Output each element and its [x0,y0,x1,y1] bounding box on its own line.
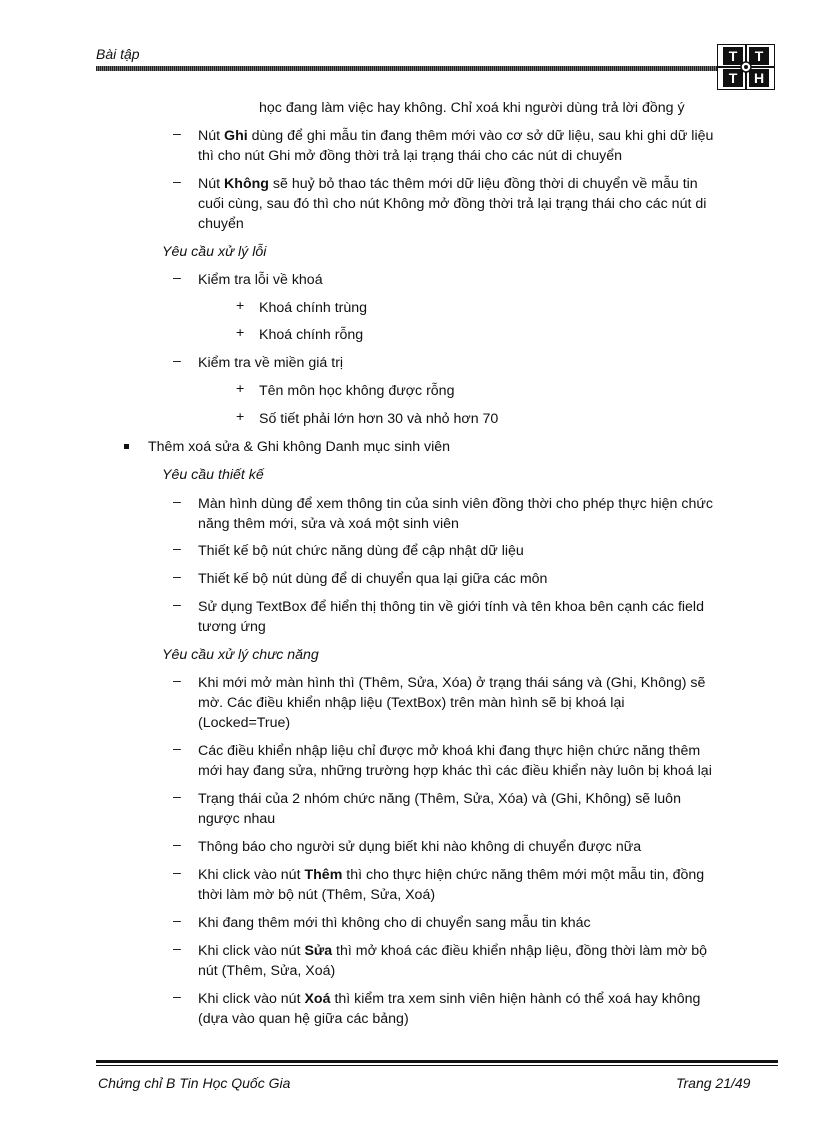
design-1-line1: Màn hình dùng để xem thông tin của sinh viên đồng thời cho phép thực hiện chức [198,496,713,512]
func-7-line1: Khi click vào nút Sửa thì mở khoá các điều khiển nhập liệu, đồng thời làm mờ bộ [198,943,708,959]
design-3: Thiết kế bộ nút dùng để di chuyển qua lại giữa các môn [198,571,548,587]
dash-marker: – [173,741,181,757]
func-3-line1: Trạng thái của 2 nhóm chức năng (Thêm, Sửa, Xóa) và (Ghi, Không) sẽ luôn [198,791,681,807]
btn-ghi-line2: thì cho nút Ghi mở đồng thời trả lại trạng thái cho các nút di chuyển [198,148,622,164]
footer-rule [96,1060,778,1063]
func-7-line2: nút (Thêm, Sửa, Xoá) [198,963,336,979]
page-number: Trang 21/49 [676,1075,751,1091]
func-2-line2: mới hay đang sửa, những trường hợp khác thì các điều khiển này luôn bị khoá lại [198,763,712,779]
dash-marker: – [173,541,181,557]
func-2-line1: Các điều khiển nhập liệu chỉ được mở khoá khi đang thực hiện chức năng thêm [198,743,701,759]
header-title: Bài tập [96,46,140,62]
dash-marker: – [173,270,181,286]
btn-ghi-line1: Nút Ghi dùng để ghi mẫu tin đang thêm mới vào cơ sở dữ liệu, sau khi ghi dữ liệu [198,128,714,144]
logo-letter-1: T [728,48,738,64]
btn-khong-line1: Nút Không sẽ huỷ bỏ thao tác thêm mới dữ liệu đồng thời di chuyển về mẫu tin [198,176,698,192]
domain-item: Tên môn học không được rỗng [259,383,455,399]
dash-marker: – [173,913,181,929]
tt-th-logo [717,44,775,90]
dash-marker: – [173,597,181,613]
key-item: Khoá chính rỗng [259,327,364,343]
func-8-line1: Khi click vào nút Xoá thì kiểm tra xem sinh viên hiện hành có thể xoá hay không [198,991,701,1007]
error-heading: Yêu cầu xử lý lỗi [162,244,267,260]
domain-item: Số tiết phải lớn hơn 30 và nhỏ hơn 70 [259,411,499,427]
func-3-line2: ngược nhau [198,811,276,827]
func-5-line1: Khi click vào nút Thêm thì cho thực hiện chức năng thêm mới một mẫu tin, đồng [198,867,705,883]
footer-rule-thin [96,1065,778,1066]
btn-khong-line2: cuối cùng, sau đó thì cho nút Không mở đồng thời trả lại trạng thái cho các nút di [198,196,707,212]
dash-marker: – [173,353,181,369]
continuation-text: học đang làm việc hay không. Chỉ xoá khi người dùng trả lời đồng ý [259,100,685,116]
design-2: Thiết kế bộ nút chức năng dùng để cập nhật dữ liệu [198,543,524,559]
func-1-line3: (Locked=True) [198,715,291,731]
design-heading: Yêu cầu thiết kế [162,467,264,483]
func-6: Khi đang thêm mới thì không cho di chuyển sang mẫu tin khác [198,915,591,931]
logo-letter-3: T [728,70,738,86]
design-1-line2: năng thêm mới, sửa và xoá một sinh viên [198,516,459,532]
header-rule [96,66,718,71]
plus-marker: + [236,409,245,425]
btn-khong-line3: chuyển [198,216,244,232]
logo-letter-2: T [754,48,764,64]
dash-marker: – [173,126,181,142]
func-4: Thông báo cho người sử dụng biết khi nào không di chuyển được nữa [198,839,642,855]
dash-marker: – [173,494,181,510]
key-check: Kiểm tra lỗi về khoá [198,272,323,288]
func-1-line1: Khi mới mở màn hình thì (Thêm, Sửa, Xóa) ở trạng thái sáng và (Ghi, Không) sẽ [198,675,706,691]
dash-marker: – [173,673,181,689]
func-5-line2: thời làm mờ bộ nút (Thêm, Sửa, Xoá) [198,887,436,903]
design-4-line2: tương ứng [198,619,266,635]
square-bullet [124,444,129,449]
dash-marker: – [173,837,181,853]
dash-marker: – [173,789,181,805]
logo-letter-4: H [753,70,765,86]
key-item: Khoá chính trùng [259,300,368,316]
section-title: Thêm xoá sửa & Ghi không Danh mục sinh viên [148,439,451,455]
dash-marker: – [173,174,181,190]
plus-marker: + [236,381,245,397]
dash-marker: – [173,989,181,1005]
design-4-line1: Sử dụng TextBox để hiển thị thông tin về giới tính và tên khoa bên cạnh các field [198,599,704,615]
func-8-line2: (dựa vào quan hệ giữa các bảng) [198,1011,409,1027]
func-1-line2: mờ. Các điều khiển nhập liệu (TextBox) trên màn hình sẽ bị khoá lại [198,695,625,711]
plus-marker: + [236,325,245,341]
func-heading: Yêu cầu xử lý chưc năng [162,647,319,663]
plus-marker: + [236,298,245,314]
dash-marker: – [173,569,181,585]
footer-course-title: Chứng chỉ B Tin Học Quốc Gia [98,1075,291,1091]
dash-marker: – [173,941,181,957]
domain-check: Kiểm tra về miền giá trị [198,355,344,371]
dash-marker: – [173,865,181,881]
